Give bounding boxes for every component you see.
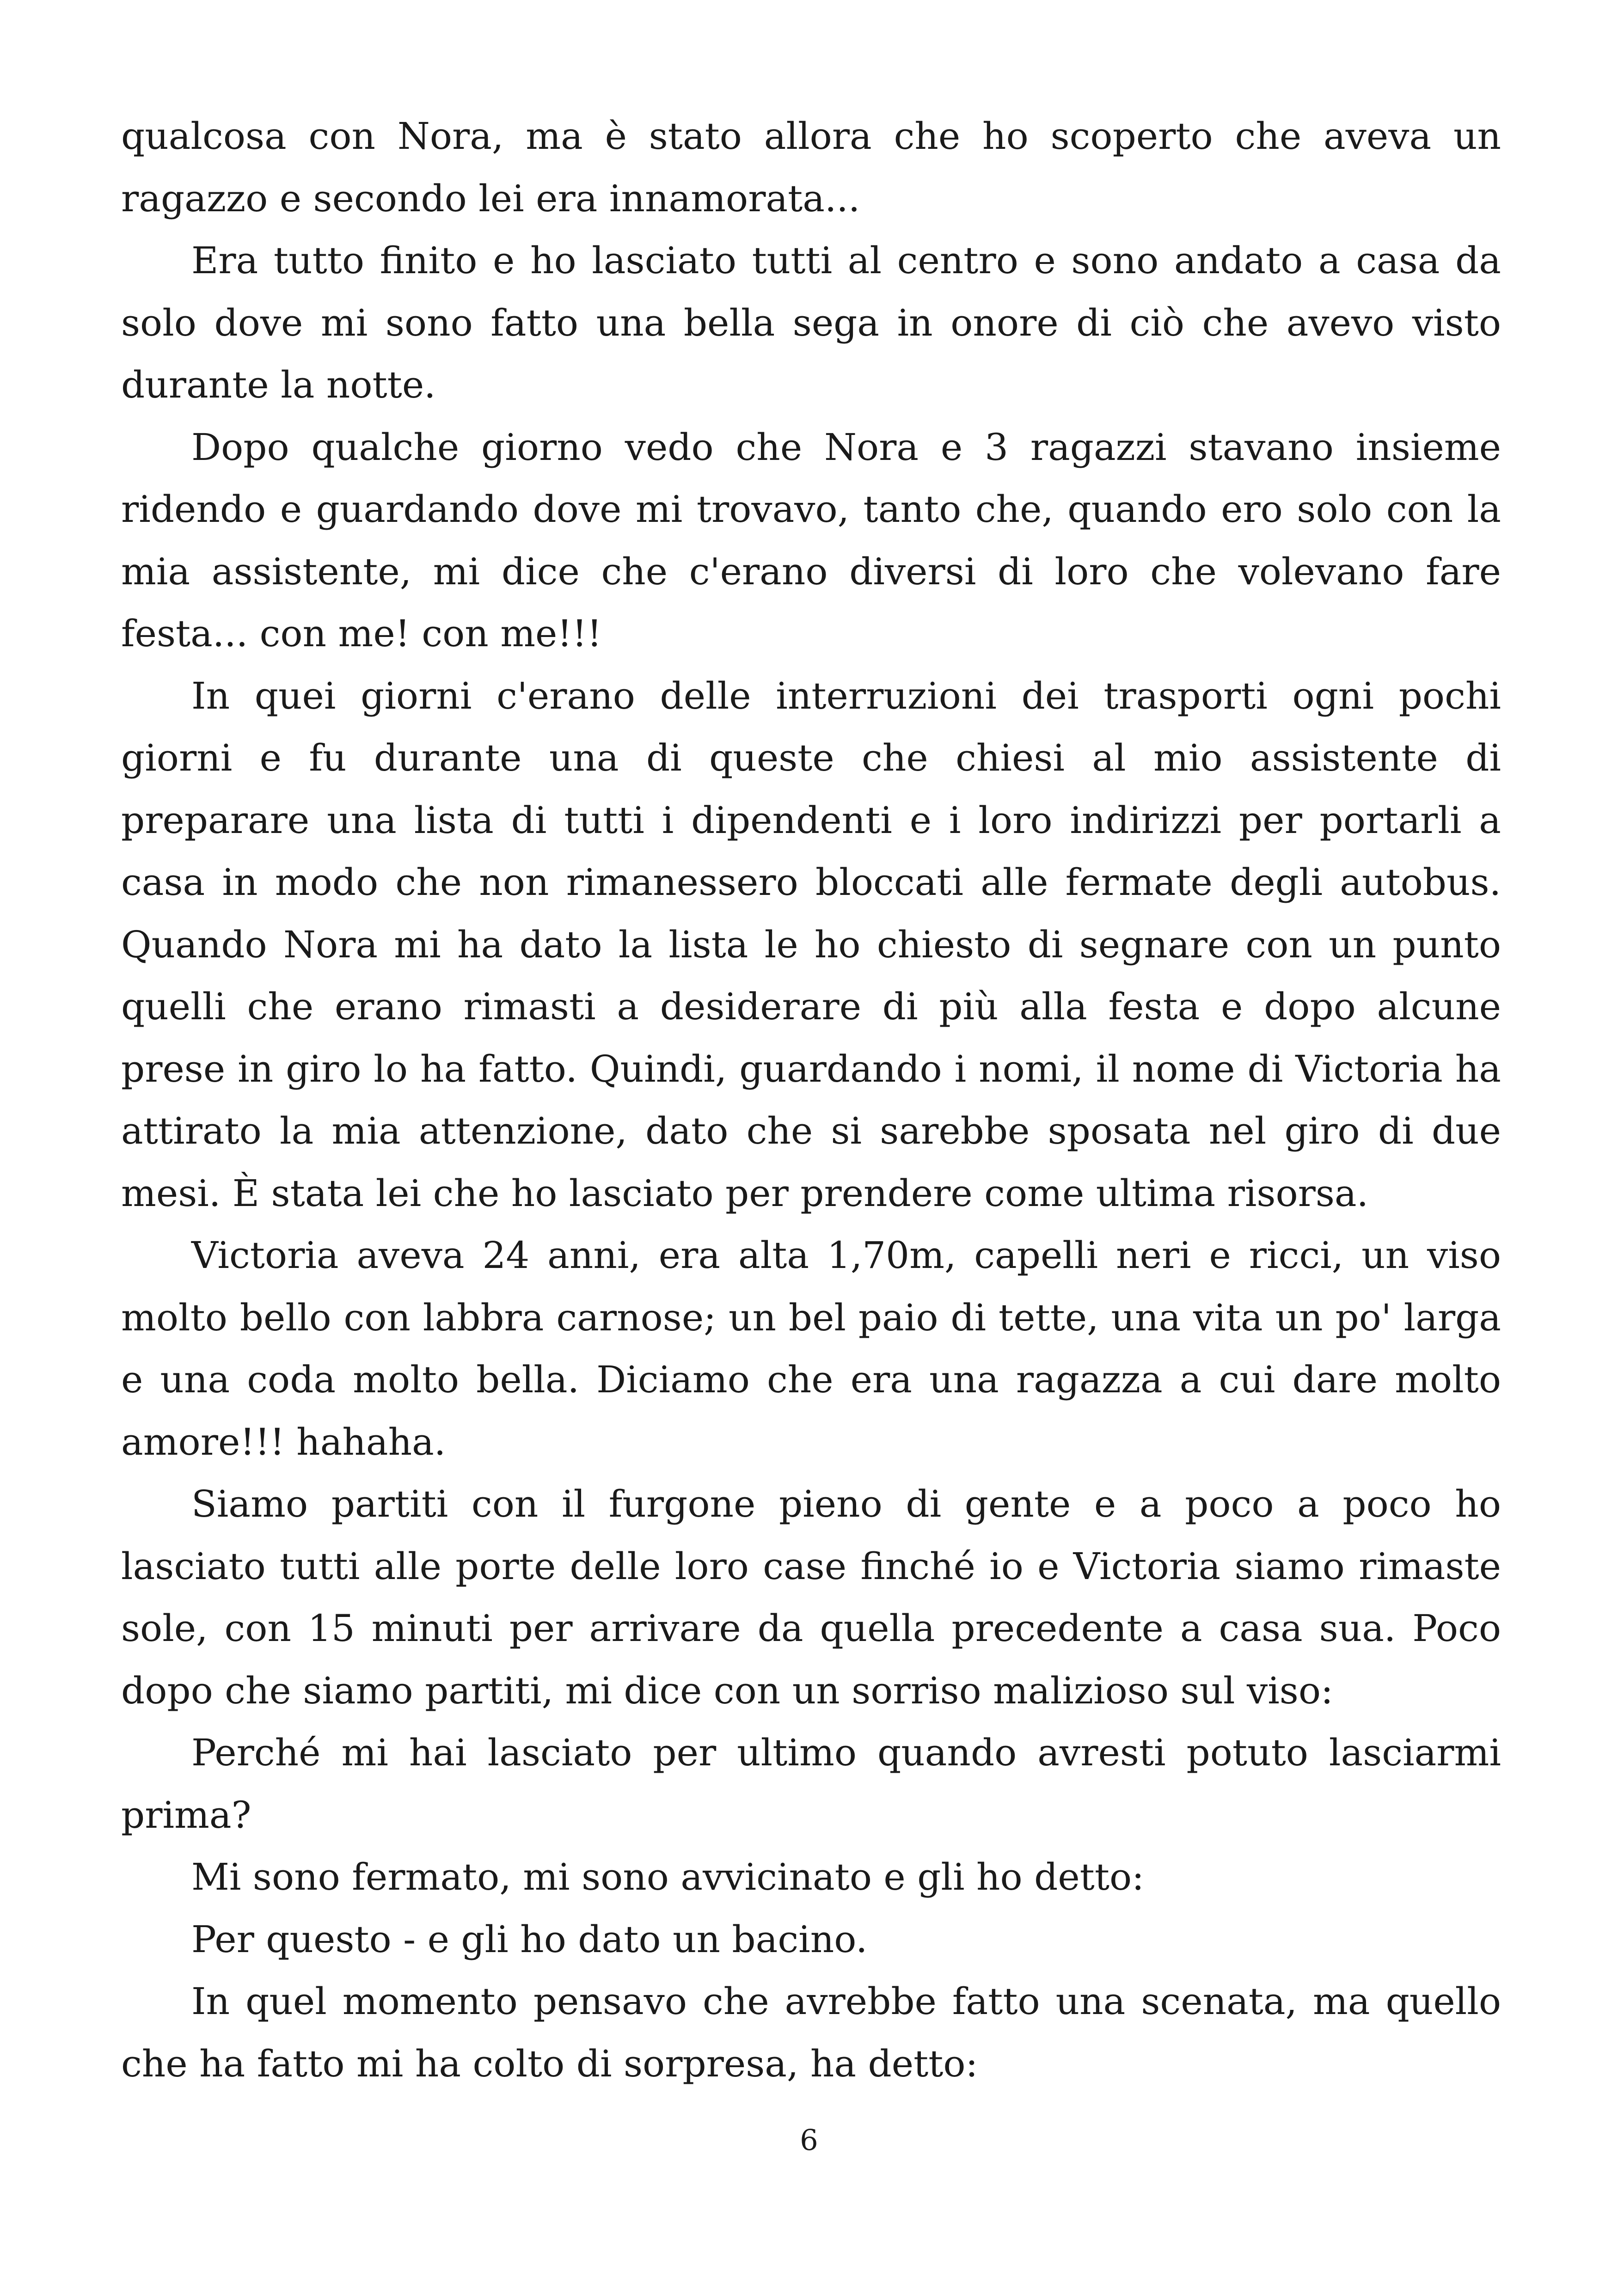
paragraph-5: Victoria aveva 24 anni, era alta 1,70m, capelli neri e ricci, un viso molto bello con labbra carnose; un bel paio di tette, una vita un po' larga e una coda molto bella. Diciamo che era una ragazza a cui dare molto amore!!! hahaha. <box>121 1234 1501 1463</box>
page-number: 6 <box>800 2123 818 2157</box>
paragraph-9: Per questo - e gli ho dato un bacino. <box>191 1917 868 1961</box>
paragraph-4: In quei giorni c'erano delle interruzioni dei trasporti ogni pochi giorni e fu durante una di queste che chiesi al mio assistente di preparare una lista di tutti i dipendenti e i loro indirizzi per portarli a casa in modo che non rimanessero bloccati alle fermate degli autobus. Quando Nora mi ha dato la lista le ho chiesto di segnare con un punto quelli che erano rimasti a desiderare di più alla festa e dopo alcune prese in giro lo ha fatto. Quindi, guardando i nomi, il nome di Victoria ha attirato la mia attenzione, dato che si sarebbe sposata nel giro di due mesi. È stata lei che ho lasciato per prendere come ultima risorsa. <box>121 674 1501 1215</box>
paragraph-6: Siamo partiti con il furgone pieno di gente e a poco a poco ho lasciato tutti alle porte delle loro case finché io e Victoria siamo rimaste sole, con 15 minuti per arrivare da quella precedente a casa sua. Poco dopo che siamo partiti, mi dice con un sorriso malizioso sul viso: <box>121 1482 1501 1712</box>
paragraph-7: Perché mi hai lasciato per ultimo quando avresti potuto lasciarmi prima? <box>121 1731 1501 1837</box>
body-text <box>121 105 1501 2095</box>
paragraph-3: Dopo qualche giorno vedo che Nora e 3 ragazzi stavano insieme ridendo e guardando dove mi trovavo, tanto che, quando ero solo con la mia assistente, mi dice che c'erano diversi di loro che volevano fare festa... con me! con me!!! <box>121 425 1501 655</box>
paragraph-2: Era tutto finito e ho lasciato tutti al centro e sono andato a casa da solo dove mi sono fatto una bella sega in onore di ciò che avevo visto durante la notte. <box>121 239 1501 406</box>
paragraph-1: qualcosa con Nora, ma è stato allora che ho scoperto che aveva un ragazzo e secondo lei era innamorata... <box>121 115 1501 220</box>
paragraph-8: Mi sono fermato, mi sono avvicinato e gli ho detto: <box>191 1855 1145 1898</box>
paragraph-10: In quel momento pensavo che avrebbe fatto una scenata, ma quello che ha fatto mi ha colto di sorpresa, ha detto: <box>121 1980 1501 2085</box>
